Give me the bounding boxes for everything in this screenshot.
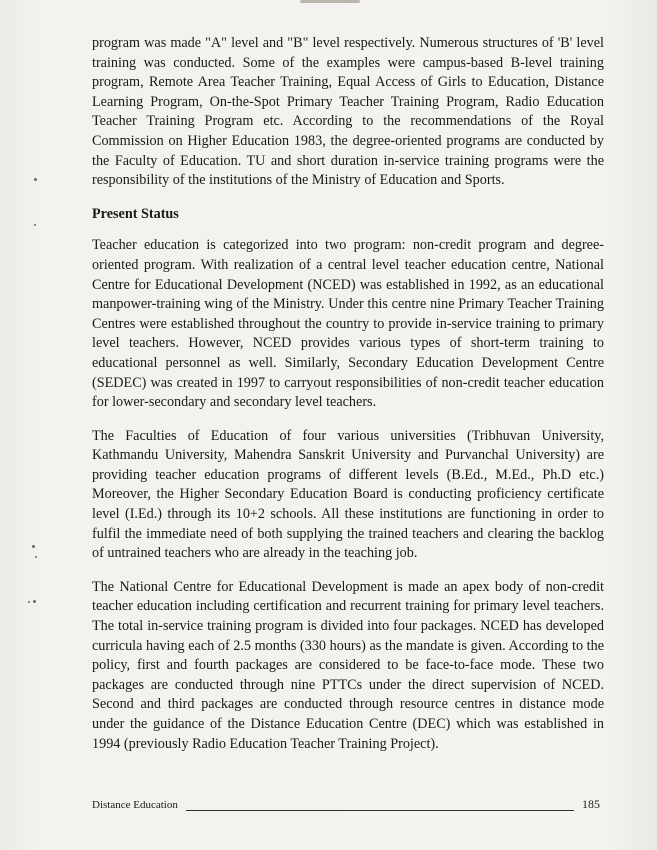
paragraph-nced: The National Centre for Educational Development is made an apex body of non-credit teacher education including certification and recurrent training for primary level teachers. The total in-service training program is divided into four packages. NCED has developed curricula having each of 2.5 months (330 hours) as the mandate is given. According to the policy, first and fourth packages are considered to be face-to-face mode. These two packages are conducted through nine PTTCs under the direct supervision of NCED. Second and third packages are conducted through resource centres in distance mode under the guidance of the Distance Education Centre (DEC) which was established in 1994 (previously Radio Education Teacher Training Project). <box>92 578 604 752</box>
scan-speck <box>32 545 35 548</box>
scan-speck <box>34 224 36 226</box>
page-number: 185 <box>582 797 600 811</box>
footer-rule <box>186 810 574 811</box>
page-footer <box>92 797 604 815</box>
paragraph-faculties: The Faculties of Education of four various universities (Tribhuvan University, Kathmandu University, Mahendra Sanskrit University and Purvanchal University) are providing teacher education programs of different levels (B.Ed., M.Ed., Ph.D etc.) Moreover, the Higher Secondary Education Board is conducting proficiency certificate level (I.Ed.) through its 10+2 schools. All these institutions are functioning in order to fulfil the immediate need of both supplying the trained teachers and clearing the backlog of untrained teachers who are already in the teaching job. <box>92 427 604 562</box>
footer-label: Distance Education <box>92 799 178 811</box>
paragraph-intro: program was made "A" level and "B" level respectively. Numerous structures of 'B' level training was conducted. Some of the examples were campus-based B-level training program, Remote Area Teacher Training, Equal Access of Girls to Education, Distance Learning Program, On-the-Spot Primary Teacher Training Program, Radio Education Teacher Training Program etc. According to the recommendations of the Royal Commission on Higher Education 1983, the degree-oriented programs are conducted by the Faculty of Education. TU and short duration in-service training programs were the responsibility of the institutions of the Ministry of Education and Sports. <box>92 35 604 189</box>
scan-speck <box>33 600 36 603</box>
scan-speck <box>34 178 37 181</box>
scan-mark <box>300 0 360 3</box>
body-text <box>92 34 604 768</box>
scan-speck <box>28 601 30 603</box>
scan-speck <box>35 556 37 558</box>
paragraph-teacher-education: Teacher education is categorized into two program: non-credit program and degree-oriented program. With realization of a central level teacher education centre, National Centre for Educational Development (NCED) was established in 1992, as an educational manpower-training wing of the Ministry. Under this centre nine Primary Teacher Training Centres were established throughout the country to provide in-service training to primary level teachers. However, NCED provides various types of short-term training to educational personnel as well. Similarly, Secondary Education Development Centre (SEDEC) was created in 1997 to carryout responsibilities of non-credit teacher education for lower-secondary and secondary level teachers. <box>92 237 604 411</box>
section-heading: Present Status <box>92 205 179 222</box>
